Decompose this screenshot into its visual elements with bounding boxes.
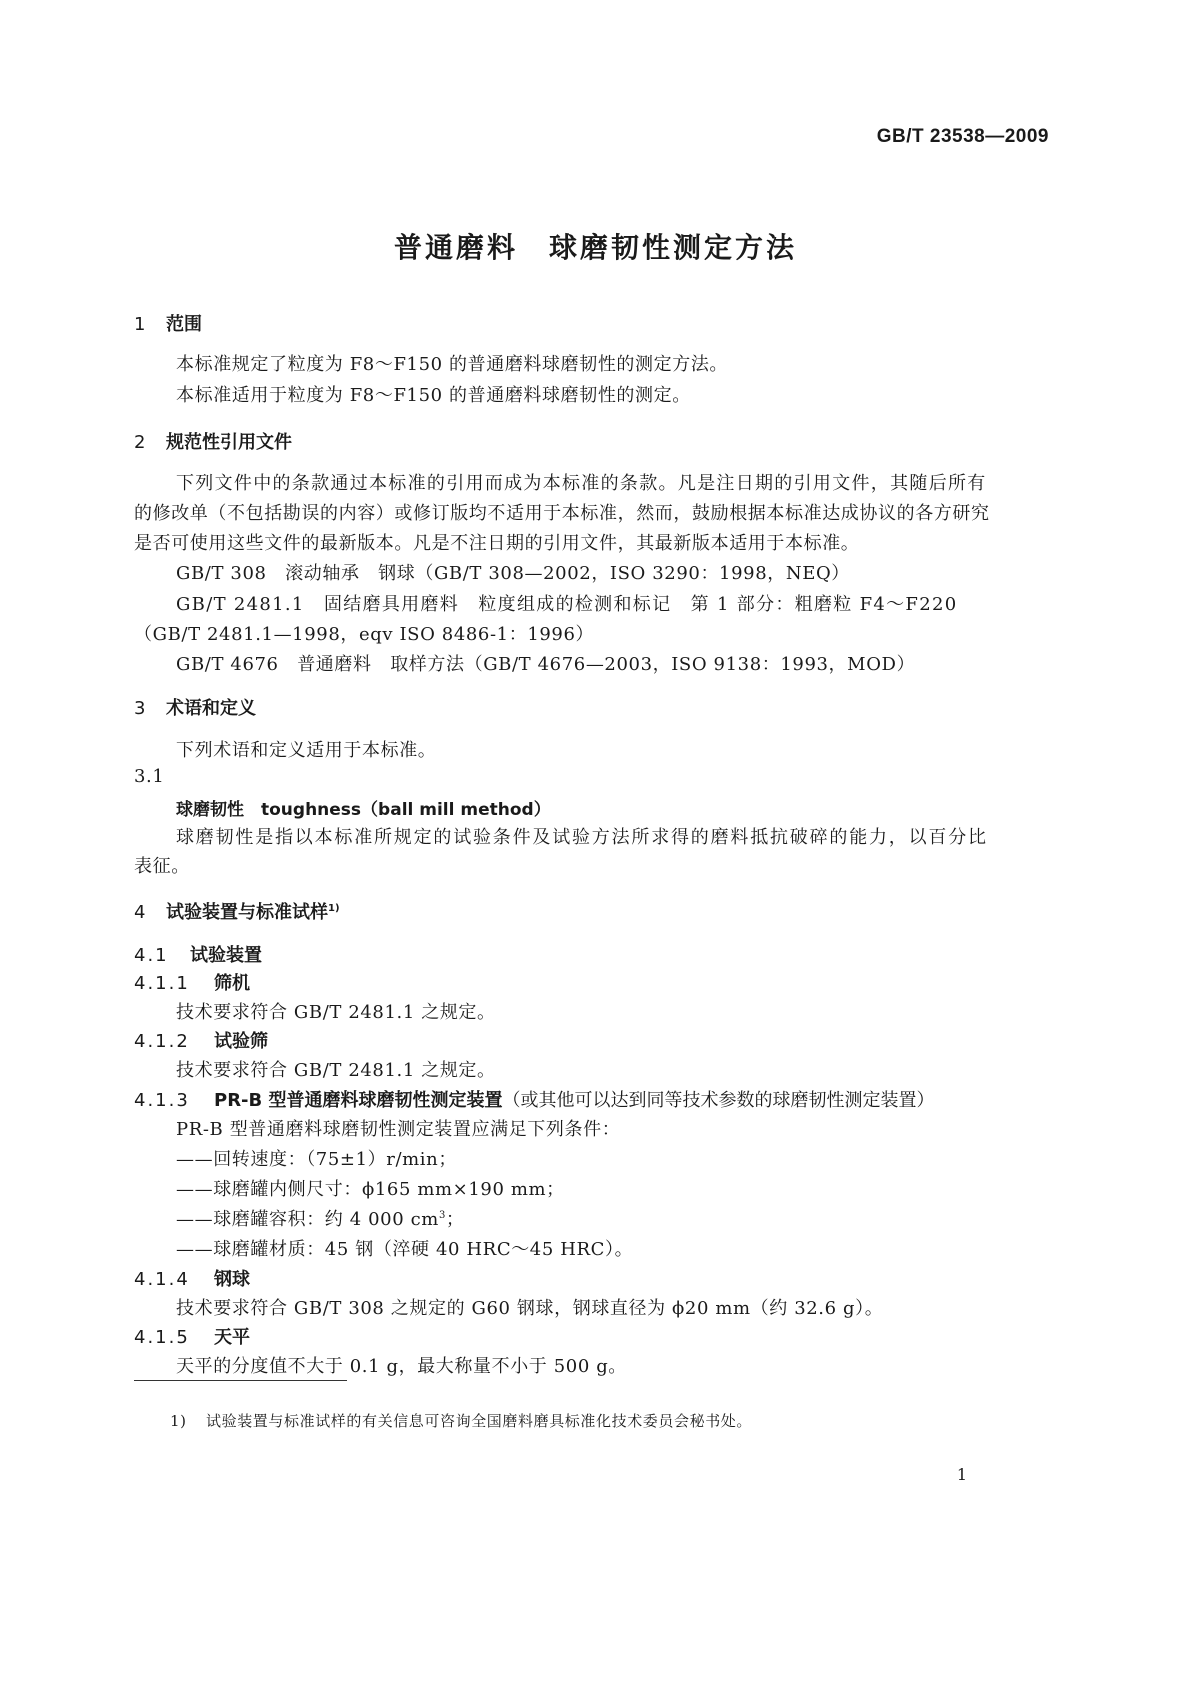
section-4-heading: [134, 898, 340, 924]
clause-title-note: （或其他可以达到同等技术参数的球磨韧性测定装置）: [502, 1090, 935, 1111]
clause-number: 4.1.3: [134, 1090, 190, 1111]
section-2-heading: [134, 428, 292, 454]
list-item: ——回转速度：（75±1）r/min；: [176, 1149, 457, 1170]
paragraph: 下列术语和定义适用于本标准。: [176, 740, 437, 761]
clause-title: 筛机: [214, 973, 250, 994]
section-title: 范围: [166, 314, 202, 335]
paragraph: 技术要求符合 GB/T 2481.1 之规定。: [176, 1002, 496, 1023]
clause-number: 4.1.4: [134, 1269, 190, 1290]
definition-line: 表征。: [134, 856, 190, 877]
clause-number: 4.1.1: [134, 973, 190, 994]
list-item-end: ；: [445, 1209, 465, 1230]
standard-number: GB/T 23538—2009: [876, 126, 1049, 147]
footnote: [170, 1410, 752, 1431]
clause-4-1-2-heading: [134, 1027, 268, 1053]
superscript: 3: [438, 1210, 446, 1221]
clause-number: 4.1.5: [134, 1327, 190, 1348]
paragraph: 本标准适用于粒度为 F8～F150 的普通磨料球磨韧性的测定。: [176, 385, 691, 406]
footnote-divider: [134, 1380, 347, 1381]
clause-number: 3.1: [134, 766, 165, 787]
paragraph-line: 是否可使用这些文件的最新版本。凡是不注日期的引用文件，其最新版本适用于本标准。: [134, 533, 860, 554]
section-title: 术语和定义: [166, 698, 256, 719]
clause-4-1-heading: [134, 941, 262, 967]
clause-title: 试验筛: [214, 1031, 268, 1052]
section-title: 试验装置与标准试样: [166, 902, 328, 923]
list-item: ——球磨罐材质：45 钢（淬硬 40 HRC～45 HRC）。: [176, 1239, 634, 1260]
section-number: 3: [134, 698, 146, 719]
term-entry: 球磨韧性 toughness（ball mill method）: [176, 800, 551, 820]
footnote-text: 试验装置与标准试样的有关信息可咨询全国磨料磨具标准化技术委员会秘书处。: [206, 1412, 753, 1430]
clause-4-1-3-heading: [134, 1086, 935, 1112]
section-title: 规范性引用文件: [166, 432, 292, 453]
paragraph: 技术要求符合 GB/T 308 之规定的 G60 钢球，钢球直径为 ϕ20 mm（约 32.6 g）。: [176, 1298, 884, 1319]
footnote-mark: 1): [170, 1412, 187, 1430]
reference-item: GB/T 308 滚动轴承 钢球（GB/T 308—2002，ISO 3290：1998，NEQ）: [176, 563, 850, 584]
clause-4-1-4-heading: [134, 1265, 250, 1291]
section-number: 4: [134, 902, 146, 923]
clause-title: 试验装置: [190, 945, 262, 966]
clause-title: 天平: [214, 1327, 250, 1348]
definition-line: 球磨韧性是指以本标准所规定的试验条件及试验方法所求得的磨料抵抗破碎的能力，以百分比: [176, 827, 988, 848]
clause-number: 4.1: [134, 945, 169, 966]
document-title: 普通磨料 球磨韧性测定方法: [393, 231, 797, 264]
page-number: 1: [956, 1465, 967, 1484]
paragraph-line: 下列文件中的条款通过本标准的引用而成为本标准的条款。凡是注日期的引用文件，其随后所有: [176, 473, 987, 494]
clause-number: 4.1.2: [134, 1031, 190, 1052]
reference-item: GB/T 4676 普通磨料 取样方法（GB/T 4676—2003，ISO 9138：1993，MOD）: [176, 654, 916, 675]
list-item: [176, 1205, 465, 1231]
paragraph: PR-B 型普通磨料球磨韧性测定装置应满足下列条件：: [176, 1119, 621, 1140]
section-number: 2: [134, 432, 146, 453]
paragraph-line: 的修改单（不包括勘误的内容）或修订版均不适用于本标准，然而，鼓励根据本标准达成协议的各方研究: [134, 503, 990, 524]
clause-4-1-1-heading: [134, 969, 250, 995]
footnote-reference: 1): [328, 903, 340, 914]
clause-title: 钢球: [214, 1269, 250, 1290]
list-item: ——球磨罐内侧尺寸：ϕ165 mm×190 mm；: [176, 1179, 565, 1200]
reference-item-continued: （GB/T 2481.1—1998，eqv ISO 8486-1：1996）: [134, 624, 595, 645]
paragraph: 技术要求符合 GB/T 2481.1 之规定。: [176, 1060, 496, 1081]
paragraph: 天平的分度值不大于 0.1 g，最大称量不小于 500 g。: [176, 1356, 627, 1377]
reference-item: GB/T 2481.1 固结磨具用磨料 粒度组成的检测和标记 第 1 部分：粗磨粒 F4～F220: [176, 594, 958, 615]
clause-title: PR-B 型普通磨料球磨韧性测定装置: [214, 1090, 503, 1111]
section-1-heading: [134, 310, 202, 336]
clause-4-1-5-heading: [134, 1323, 250, 1349]
paragraph: 本标准规定了粒度为 F8～F150 的普通磨料球磨韧性的测定方法。: [176, 354, 729, 375]
list-item-text: ——球磨罐容积：约 4 000 cm: [176, 1209, 439, 1230]
section-number: 1: [134, 314, 146, 335]
section-3-heading: [134, 694, 256, 720]
